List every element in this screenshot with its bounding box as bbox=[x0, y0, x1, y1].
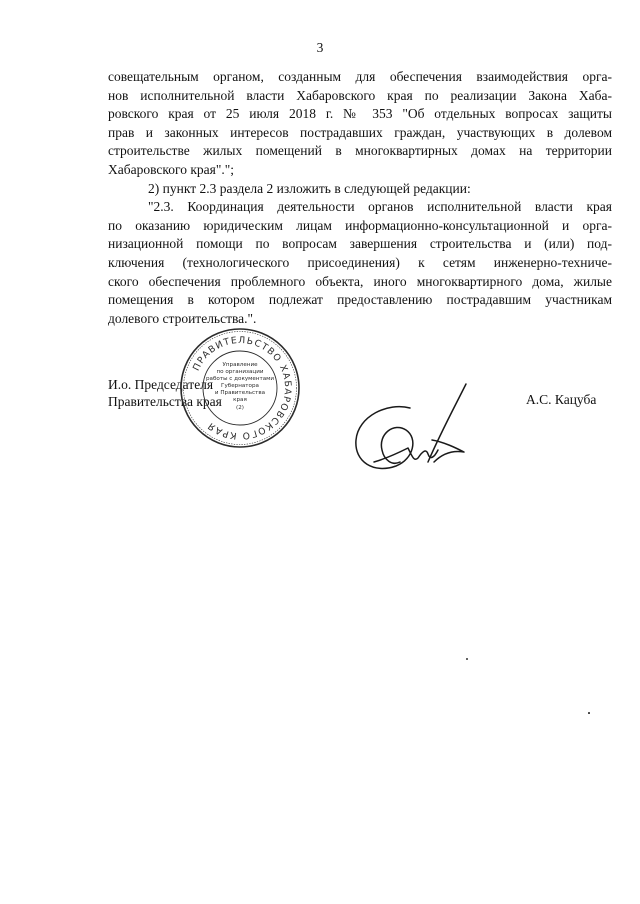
official-seal-stamp bbox=[178, 326, 302, 450]
text-line: по оказанию юридическим лицам информационно-консультационной и орга- bbox=[108, 217, 612, 233]
seal-center-line: по организации bbox=[216, 369, 264, 375]
seal-center-line: Губернатора bbox=[221, 383, 259, 389]
text-line: помещения в котором подлежат предоставлению пострадавшим участникам bbox=[108, 292, 612, 308]
paragraph-clause-2-3 bbox=[108, 198, 612, 328]
paragraph-continuation bbox=[108, 68, 612, 180]
text-line: 2) пункт 2.3 раздела 2 изложить в следующей редакции: bbox=[148, 180, 471, 196]
seal-center-line: (2) bbox=[236, 405, 244, 411]
text-line: ключения (технологического присоединения) к сетям инженерно-техниче- bbox=[108, 254, 612, 270]
page-number: 3 bbox=[316, 40, 324, 55]
text-line: "2.3. Координация деятельности органов исполнительной власти края bbox=[148, 199, 612, 215]
signatory-name: А.С. Кацуба bbox=[526, 392, 597, 407]
scan-speck bbox=[466, 658, 468, 660]
seal-center-line: края bbox=[233, 397, 247, 403]
text-line: ровского края от 25 июля 2018 г. № 353 "Об отдельных вопросах защиты bbox=[108, 106, 612, 122]
text-line: Хабаровского края"."; bbox=[108, 161, 234, 177]
seal-center-line: Управление bbox=[222, 362, 258, 368]
seal-center-line: работы с документами bbox=[206, 376, 274, 382]
paragraph-item-2 bbox=[108, 180, 612, 199]
seal-center-line: и Правительства bbox=[214, 390, 266, 396]
text-line: прав и законных интересов пострадавших граждан, участвующих в долевом bbox=[108, 124, 612, 140]
text-line: совещательным органом, созданным для обеспечения взаимодействия орга- bbox=[108, 69, 612, 84]
text-line: долевого строительства.". bbox=[108, 310, 257, 326]
text-line: строительстве жилых помещений в многоквартирных домах на территории bbox=[108, 143, 612, 159]
handwritten-signature bbox=[348, 378, 476, 482]
text-line: низационной помощи по вопросам завершения строительства и (или) под- bbox=[108, 236, 612, 252]
text-line: нов исполнительной власти Хабаровского края по реализации Закона Хаба- bbox=[108, 87, 612, 103]
text-line: ского обеспечения проблемного объекта, иного многоквартирного дома, жилые bbox=[108, 273, 612, 289]
signatory-position-line: Правительства края bbox=[108, 394, 222, 409]
seal-ring-text: ПРАВИТЕЛЬСТВО ХАБАРОВСКОГО КРАЯ bbox=[190, 334, 294, 442]
signatory-position-line: И.о. Председателя bbox=[108, 377, 214, 392]
scan-speck bbox=[588, 712, 590, 714]
